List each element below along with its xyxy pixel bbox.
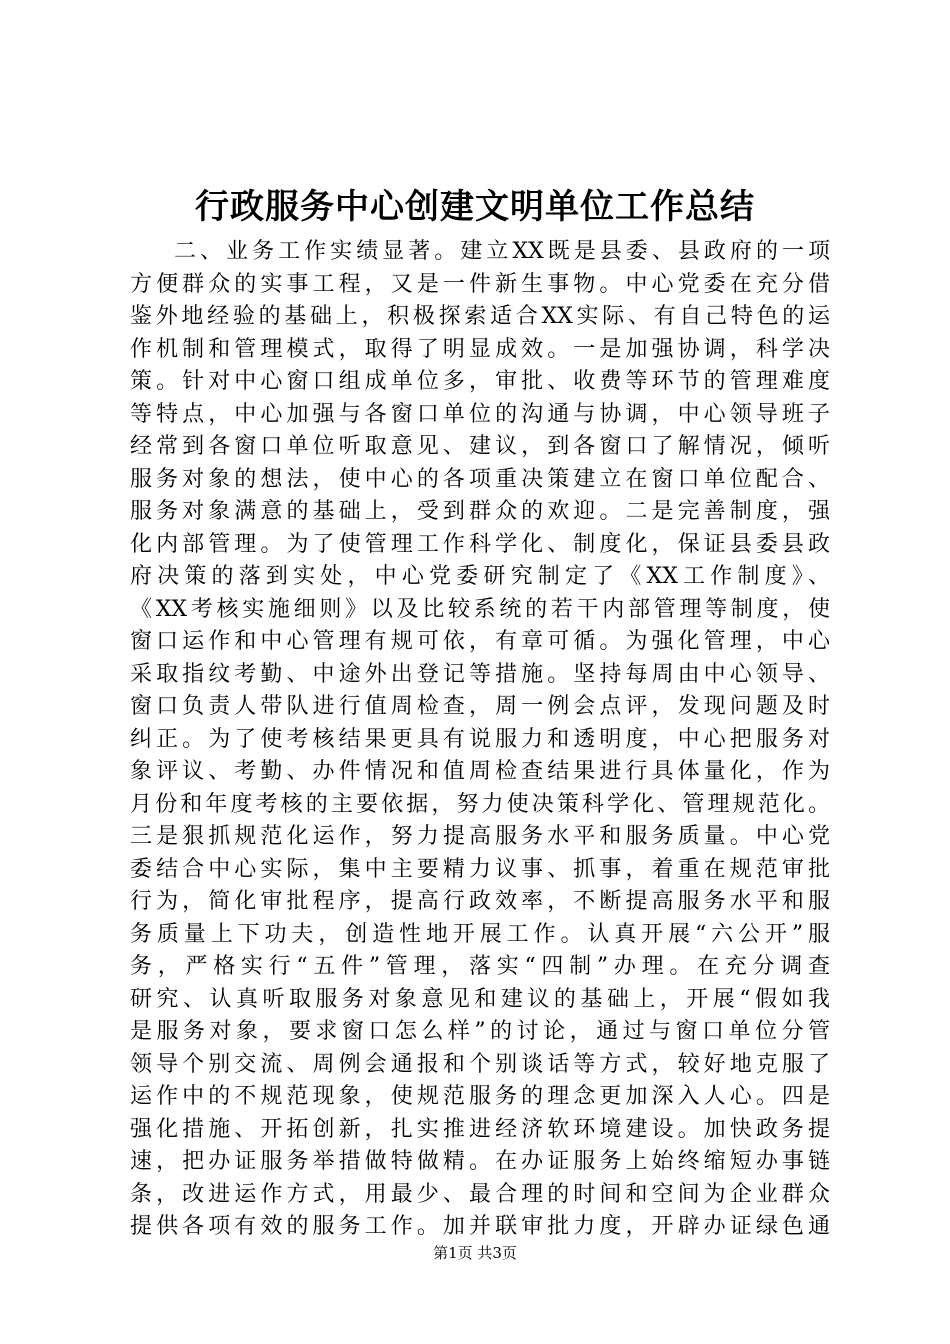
body-line: 纠正。为了使考核结果更具有说服力和透明度，中心把服务对 bbox=[130, 726, 830, 752]
body-line: 强化措施、开拓创新，扎实推进经济软环境建设。加快政务提 bbox=[130, 1116, 830, 1142]
body-line: 领导个别交流、周例会通报和个别谈话等方式，较好地克服了 bbox=[130, 1051, 830, 1077]
body-line: 三是狠抓规范化运作，努力提高服务水平和服务质量。中心党 bbox=[130, 824, 830, 849]
body-line: 是服务对象，要求窗口怎么样”的讨论，通过与窗口单位分管 bbox=[130, 1019, 830, 1044]
body-line: 作机制和管理模式，取得了明显成效。一是加强协调，科学决 bbox=[130, 336, 830, 362]
body-line: 速，把办证服务举措做特做精。在办证服务上始终缩短办事链 bbox=[130, 1149, 830, 1174]
body-line: 服务对象的想法，使中心的各项重决策建立在窗口单位配合、 bbox=[130, 466, 830, 492]
body-line: 委结合中心实际，集中主要精力议事、抓事，着重在规范审批 bbox=[130, 856, 830, 882]
body-line: 月份和年度考核的主要依据，努力使决策科学化、管理规范化。 bbox=[130, 791, 830, 817]
body-line: 窗口负责人带队进行值周检查，周一例会点评，发现问题及时 bbox=[130, 694, 830, 719]
body-line: 策。针对中心窗口组成单位多，审批、收费等环节的管理难度 bbox=[130, 369, 830, 394]
body-line: 采取指纹考勤、中途外出登记等措施。坚持每周由中心领导、 bbox=[130, 661, 830, 687]
page-number-footer: 第1页 共3页 bbox=[433, 1244, 517, 1262]
body-line: 窗口运作和中心管理有规可依，有章可循。为强化管理，中心 bbox=[130, 629, 830, 654]
body-line: 府决策的落到实处，中心党委研究制定了《XX工作制度》、 bbox=[130, 564, 830, 589]
body-line: 二、业务工作实绩显著。建立XX既是县委、县政府的一项 bbox=[174, 239, 830, 264]
body-line: 研究、认真听取服务对象意见和建议的基础上，开展“假如我 bbox=[130, 986, 830, 1012]
body-line: 运作中的不规范现象，使规范服务的理念更加深入人心。四是 bbox=[130, 1084, 830, 1109]
body-line: 等特点，中心加强与各窗口单位的沟通与协调，中心领导班子 bbox=[130, 401, 830, 427]
body-line: 条，改进运作方式，用最少、最合理的时间和空间为企业群众 bbox=[130, 1181, 830, 1207]
body-line: 《XX考核实施细则》以及比较系统的若干内部管理等制度，使 bbox=[130, 596, 830, 622]
body-line: 提供各项有效的服务工作。加并联审批力度，开辟办证绿色通 bbox=[130, 1214, 830, 1239]
document-body bbox=[130, 236, 830, 1244]
body-line: 鉴外地经验的基础上，积极探索适合XX实际、有自己特色的运 bbox=[130, 304, 830, 329]
body-line: 化内部管理。为了使管理工作科学化、制度化，保证县委县政 bbox=[130, 531, 830, 557]
body-line: 象评议、考勤、办件情况和值周检查结果进行具体量化，作为 bbox=[130, 759, 830, 784]
body-line: 方便群众的实事工程，又是一件新生事物。中心党委在充分借 bbox=[130, 271, 830, 297]
body-line: 务，严格实行“五件”管理，落实“四制”办理。在充分调查 bbox=[130, 954, 830, 979]
body-line: 务质量上下功夫，创造性地开展工作。认真开展“六公开”服 bbox=[130, 921, 830, 947]
body-line: 行为，简化审批程序，提高行政效率，不断提高服务水平和服 bbox=[130, 889, 830, 914]
document-title: 行政服务中心创建文明单位工作总结 bbox=[195, 187, 755, 227]
body-line: 经常到各窗口单位听取意见、建议，到各窗口了解情况，倾听 bbox=[130, 434, 830, 459]
body-line: 服务对象满意的基础上，受到群众的欢迎。二是完善制度，强 bbox=[130, 499, 830, 524]
